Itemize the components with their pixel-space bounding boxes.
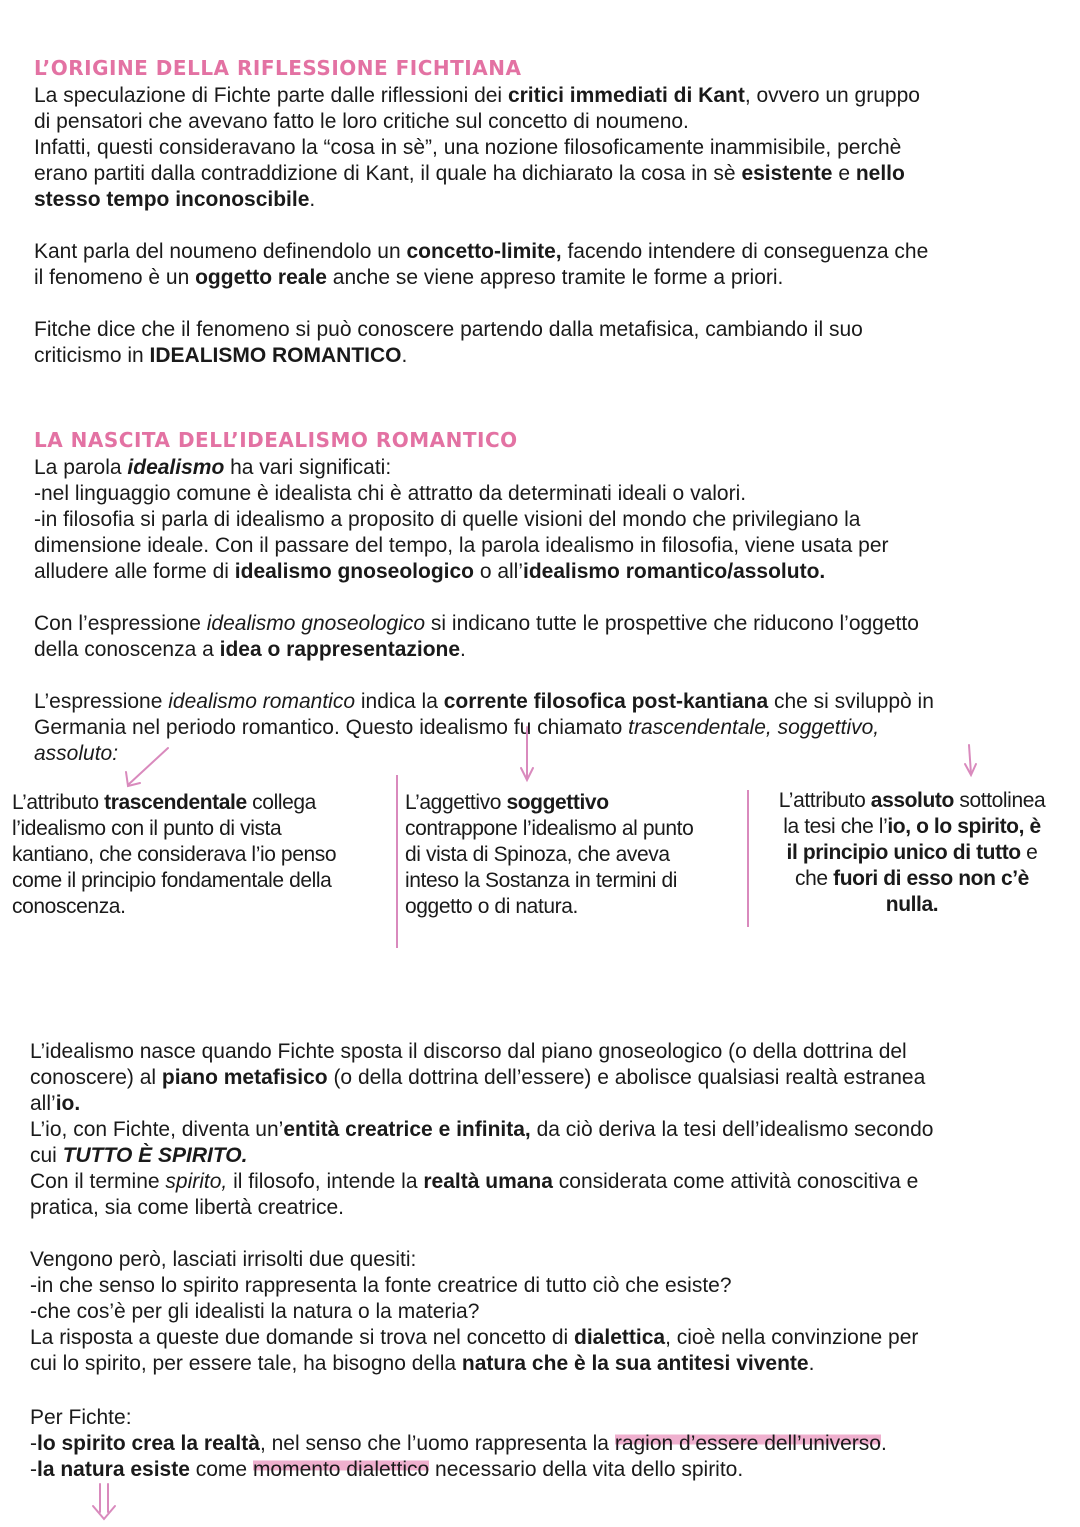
emphasized-text: TUTTO È SPIRITO. — [62, 1144, 248, 1167]
text-segment: di pensatori che avevano fatto le loro critiche sul concetto di noumeno. — [34, 110, 689, 133]
text-segment: cui — [30, 1144, 63, 1167]
text-segment: Infatti, questi consideravano la “cosa in sè”, una nozione filosoficamente inammisibile, perchè — [34, 136, 902, 159]
emphasized-text: oggetto reale — [195, 266, 327, 289]
text-line — [752, 814, 1072, 840]
text-segment: -nel linguaggio comune è idealista chi è attratto da determinati ideali o valori. — [34, 482, 747, 505]
column-assoluto — [752, 788, 1072, 918]
text-segment: necessario della vita dello spirito. — [429, 1458, 744, 1481]
text-segment: , ovvero un gruppo — [744, 84, 920, 107]
text-line — [30, 1039, 933, 1065]
emphasized-text: IDEALISMO ROMANTICO — [149, 344, 402, 367]
emphasized-text: realtà umana — [423, 1170, 553, 1193]
text-line — [12, 816, 336, 842]
emphasized-text: io, o lo spirito, è — [887, 815, 1041, 838]
text-segment: il filosofo, intende la — [227, 1170, 424, 1193]
text-segment: erano partiti dalla contraddizione di Kant, il quale ha dichiarato la cosa in sè — [34, 162, 742, 185]
text-segment: L’espressione — [34, 690, 169, 713]
emphasized-text: la natura esiste — [37, 1458, 190, 1481]
text-segment: indica la — [355, 690, 444, 713]
text-line — [12, 868, 336, 894]
text-segment: conoscenza. — [12, 895, 126, 918]
text-line — [30, 1325, 918, 1351]
text-segment: che si sviluppò in — [768, 690, 934, 713]
text-segment: da ciò deriva la tesi dell’idealismo secondo — [530, 1118, 934, 1141]
text-segment: ha vari significati: — [224, 456, 392, 479]
emphasized-text: assoluto: — [34, 742, 119, 765]
emphasized-text: stesso tempo inconoscibile — [34, 188, 310, 211]
text-segment: l’idealismo con il punto di vista — [12, 817, 282, 840]
text-line — [30, 1143, 933, 1169]
emphasized-text: natura che è la sua antitesi vivente — [461, 1352, 809, 1375]
text-line — [12, 842, 336, 868]
text-line — [12, 790, 336, 816]
emphasized-text: lo spirito crea la realtà — [37, 1432, 260, 1455]
text-segment: conoscere) al — [30, 1066, 162, 1089]
text-segment: L’idealismo nasce quando Fichte sposta il discorso dal piano gnoseologico (o della dottrina del — [30, 1040, 907, 1063]
emphasized-text: piano metafisico — [161, 1066, 328, 1089]
text-segment: sottolinea — [953, 789, 1046, 812]
text-segment: L’attributo — [778, 789, 871, 812]
emphasized-text: fuori di esso non c’è — [833, 867, 1029, 890]
text-segment: contrappone l’idealismo al punto — [405, 817, 694, 840]
double-down-arrow-icon — [93, 1484, 115, 1519]
text-segment: - — [30, 1432, 37, 1455]
emphasized-text: nello — [855, 162, 905, 185]
text-segment: inteso la Sostanza in termini di — [405, 869, 678, 892]
emphasized-text: corrente filosofica post-kantiana — [443, 690, 769, 713]
text-line — [30, 1405, 887, 1431]
text-segment: cui lo spirito, per essere tale, ha bisogno della — [30, 1352, 462, 1375]
emphasized-text: idea o rappresentazione — [219, 638, 461, 661]
emphasized-text: trascendentale, soggettivo, — [628, 716, 880, 739]
text-segment: come — [189, 1458, 253, 1481]
text-segment: di vista di Spinoza, che aveva — [405, 843, 670, 866]
arrow-assoluto-icon — [965, 745, 976, 775]
text-line — [752, 892, 1072, 918]
text-segment: . — [460, 638, 466, 661]
text-segment: dimensione ideale. Con il passare del tempo, la parola idealismo in filosofia, viene usata per — [34, 534, 889, 557]
text-line — [30, 1065, 933, 1091]
paragraph-per-fichte — [30, 1405, 887, 1483]
emphasized-text: il principio unico di tutto — [786, 841, 1021, 864]
highlighted-text: ragion d’essere dell’universo — [614, 1432, 881, 1455]
emphasized-text: dialettica — [574, 1326, 666, 1349]
text-segment: della conoscenza a — [34, 638, 220, 661]
emphasized-text: entità creatrice e infinita, — [283, 1118, 531, 1141]
text-line — [405, 894, 693, 920]
column-divider-2 — [747, 790, 749, 927]
text-segment: - — [30, 1458, 37, 1481]
text-segment: Germania nel periodo romantico. Questo idealismo fu chiamato — [34, 716, 629, 739]
emphasized-text: idealismo gnoseologico — [206, 612, 426, 635]
text-line — [752, 840, 1072, 866]
text-segment: La risposta a queste due domande si trova nel concetto di — [30, 1326, 575, 1349]
text-segment: -in filosofia si parla di idealismo a proposito di quelle visioni del mondo che privilegiano la — [34, 508, 861, 531]
arrow-trascendentale-icon — [126, 748, 168, 786]
text-segment: Kant parla del noumeno definendolo un — [34, 240, 407, 263]
paragraph-quesiti-dialettica — [30, 1247, 918, 1377]
text-segment: il fenomeno è un — [34, 266, 196, 289]
text-line — [30, 1351, 918, 1377]
column-divider-1 — [396, 775, 398, 948]
text-segment: alludere alle forme di — [34, 560, 235, 583]
highlighted-text: momento dialettico — [252, 1458, 430, 1481]
emphasized-text: trascendentale — [104, 791, 247, 814]
text-segment: oggetto o di natura. — [405, 895, 578, 918]
text-segment: L’attributo — [12, 791, 105, 814]
text-line — [30, 1247, 918, 1273]
text-segment: , cioè nella convinzione per — [665, 1326, 919, 1349]
text-segment: La parola — [34, 456, 128, 479]
text-segment: la tesi che l’ — [783, 815, 888, 838]
text-segment: La speculazione di Fichte parte dalle riflessioni dei — [34, 84, 508, 107]
text-line — [30, 1457, 887, 1483]
text-line — [752, 866, 1072, 892]
text-segment: L’io, con Fichte, diventa un’ — [30, 1118, 284, 1141]
emphasized-text: spirito, — [165, 1170, 228, 1193]
text-segment: collega — [246, 791, 316, 814]
text-segment: . — [401, 344, 408, 367]
text-line — [30, 1431, 887, 1457]
text-segment: -che cos’è per gli idealisti la natura o la materia? — [30, 1300, 480, 1323]
emphasized-text: esistente — [741, 162, 833, 185]
text-segment: e — [1020, 841, 1038, 864]
text-line — [12, 894, 336, 920]
emphasized-text: soggettivo — [506, 791, 609, 814]
text-segment: Con l’espressione — [34, 612, 207, 635]
text-segment: . — [808, 1352, 815, 1375]
text-line — [405, 790, 693, 816]
text-line — [30, 1195, 933, 1221]
emphasized-text: concetto-limite, — [406, 240, 562, 263]
emphasized-text: critici immediati di Kant — [507, 84, 745, 107]
text-line — [405, 868, 693, 894]
text-line — [30, 1091, 933, 1117]
emphasized-text: io. — [55, 1092, 81, 1115]
text-segment: Vengono però, lasciati irrisolti due quesiti: — [30, 1248, 417, 1271]
heading-nascita-idealismo: LA NASCITA DELL’IDEALISMO ROMANTICO — [34, 428, 518, 452]
text-line — [752, 788, 1072, 814]
emphasized-text: idealismo — [127, 456, 225, 479]
text-segment: , nel senso che l’uomo rappresenta la — [259, 1432, 615, 1455]
emphasized-text: idealismo romantico — [168, 690, 356, 713]
text-segment: L’aggettivo — [405, 791, 507, 814]
text-segment: anche se viene appreso tramite le forme a priori. — [326, 266, 784, 289]
text-segment: facendo intendere di conseguenza che — [561, 240, 929, 263]
text-segment: criticismo in — [34, 344, 150, 367]
text-segment: Per Fichte: — [30, 1406, 132, 1429]
text-line — [405, 816, 693, 842]
text-line — [30, 1117, 933, 1143]
text-line — [30, 1273, 918, 1299]
emphasized-text: assoluto — [870, 789, 954, 812]
text-line — [405, 842, 693, 868]
column-trascendentale — [12, 790, 336, 920]
text-segment: . — [880, 1432, 887, 1455]
text-segment: pratica, sia come libertà creatrice. — [30, 1196, 344, 1219]
text-segment: considerata come attività conoscitiva e — [552, 1170, 919, 1193]
text-segment: kantiano, che considerava l’io penso — [12, 843, 337, 866]
text-segment: Fitche dice che il fenomeno si può conoscere partendo dalla metafisica, cambiando il suo — [34, 318, 863, 341]
text-segment: che — [795, 867, 834, 890]
paragraph-nascita-idealismo — [30, 1039, 933, 1221]
heading-origine: L’ORIGINE DELLA RIFLESSIONE FICHTIANA — [34, 56, 522, 80]
text-segment: o all’ — [473, 560, 524, 583]
emphasized-text: idealismo romantico/assoluto. — [523, 560, 826, 583]
arrow-soggettivo-icon — [521, 727, 533, 780]
text-segment: e — [832, 162, 856, 185]
text-line — [30, 1299, 918, 1325]
text-segment: -in che senso lo spirito rappresenta la fonte creatrice di tutto ciò che esiste? — [30, 1274, 732, 1297]
column-soggettivo — [405, 790, 693, 920]
text-segment: . — [309, 188, 316, 211]
emphasized-text: idealismo gnoseologico — [234, 560, 474, 583]
text-segment: all’ — [30, 1092, 56, 1115]
text-segment: (o della dottrina dell’essere) e abolisce qualsiasi realtà estranea — [327, 1066, 926, 1089]
text-segment: Con il termine — [30, 1170, 166, 1193]
text-segment: si indicano tutte le prospettive che riducono l’oggetto — [425, 612, 919, 635]
text-line — [30, 1169, 933, 1195]
text-segment: come il principio fondamentale della — [12, 869, 332, 892]
emphasized-text: nulla. — [885, 893, 939, 916]
